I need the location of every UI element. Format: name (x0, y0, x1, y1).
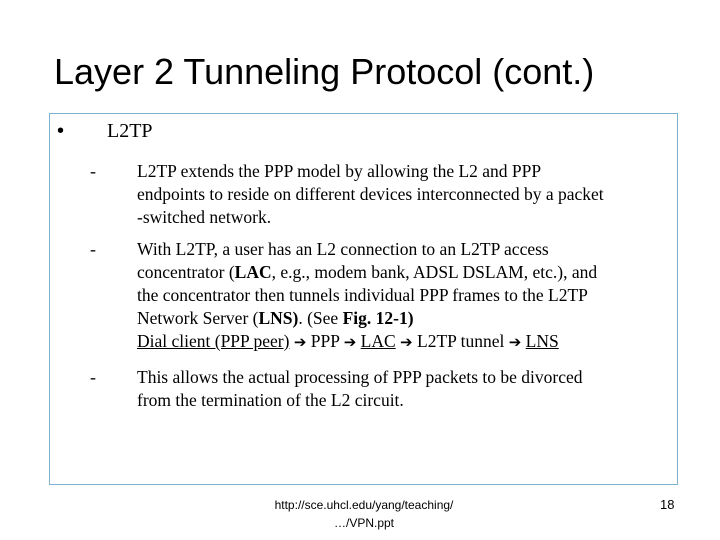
text-line: With L2TP, a user has an L2 connection to an L2TP access (137, 239, 549, 259)
flow-line (137, 330, 682, 354)
bullet-heading: L2TP (107, 120, 153, 142)
sub-bullet-text (137, 238, 682, 354)
flow-ppp: PPP (310, 331, 340, 351)
flow-l2tp-tunnel: L2TP tunnel (417, 331, 505, 351)
slide-title: Layer 2 Tunneling Protocol (cont.) (54, 51, 595, 92)
sub-bullet-dash: - (90, 239, 96, 259)
right-arrow-icon: ➔ (293, 333, 307, 351)
flow-lns: LNS (525, 331, 559, 351)
text-line: -switched network. (137, 207, 272, 227)
figure-reference: Fig. 12-1) (342, 308, 414, 328)
text-line: Network Server (LNS). (See Fig. 12-1) (137, 308, 414, 328)
sub-bullet-dash: - (90, 161, 96, 181)
footer-url-line: …/VPN.ppt (333, 516, 395, 530)
footer-url (256, 496, 472, 532)
footer-url-line: http://sce.uhcl.edu/yang/teaching/ (274, 498, 454, 512)
bullet-glyph: • (57, 120, 65, 142)
text-line: concentrator (LAC, e.g., modem bank, ADSL DSLAM, etc.), and (137, 262, 598, 282)
sub-bullet-text (137, 160, 682, 229)
lac-term: LAC (234, 262, 272, 282)
page-number: 18 (660, 497, 675, 512)
right-arrow-icon: ➔ (400, 333, 413, 351)
right-arrow-icon: ➔ (508, 333, 522, 351)
text-line: This allows the actual processing of PPP packets to be divorced (137, 367, 583, 387)
sub-bullet-text (137, 366, 682, 412)
flow-dial-client: Dial client (PPP peer) (137, 331, 290, 351)
sub-bullet-dash: - (90, 367, 96, 387)
text-line: from the termination of the L2 circuit. (137, 390, 404, 410)
text-line: L2TP extends the PPP model by allowing the L2 and PPP (137, 161, 542, 181)
right-arrow-icon: ➔ (343, 333, 357, 351)
text-line: endpoints to reside on different devices interconnected by a packet (137, 184, 604, 204)
lns-term: LNS) (258, 308, 299, 328)
flow-lac: LAC (360, 331, 396, 351)
text-line: the concentrator then tunnels individual PPP frames to the L2TP (137, 285, 588, 305)
